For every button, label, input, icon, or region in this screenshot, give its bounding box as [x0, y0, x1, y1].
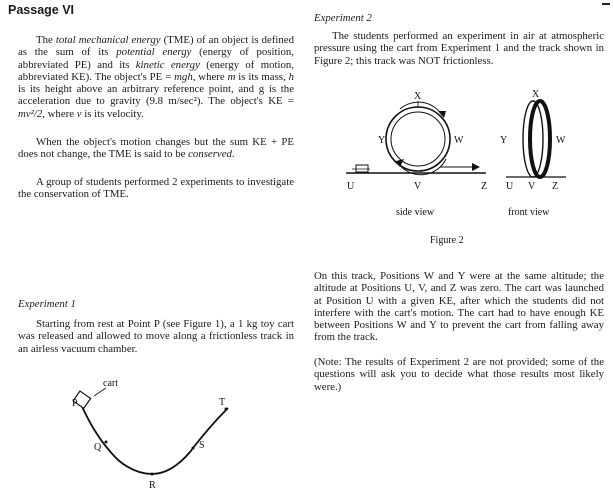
experiment2-note: (Note: The results of Experiment 2 are not provided; some of the questions will ask you to decide what those results most likely were.): [314, 356, 604, 393]
point-s-label: S: [199, 440, 205, 451]
front-label-z: Z: [552, 181, 559, 192]
side-label-u: U: [347, 181, 355, 192]
side-view-diagram: [346, 91, 487, 218]
frictionless-track: [78, 398, 228, 474]
side-view-label: side view: [396, 207, 435, 218]
experiment1-heading: Experiment 1: [18, 298, 76, 310]
front-label-y: Y: [500, 135, 508, 146]
passage-title: Passage VI: [8, 3, 75, 17]
cart-leader-line: [94, 388, 106, 396]
figure-2: [300, 85, 614, 250]
side-cart: [356, 165, 368, 172]
front-label-x: X: [532, 89, 540, 100]
point-s-dot: [192, 447, 195, 450]
point-r-dot: [151, 473, 154, 476]
side-label-y: Y: [378, 135, 386, 146]
front-label-u: U: [506, 181, 514, 192]
side-label-w: W: [454, 135, 464, 146]
loop-inner: [391, 112, 445, 166]
point-p-label: P: [72, 398, 78, 409]
point-r-label: R: [149, 480, 156, 491]
intro-paragraph-3: A group of students performed 2 experiments to investigate the conservation of TME.: [18, 176, 294, 201]
point-q-dot: [105, 441, 108, 444]
cart-label: cart: [103, 378, 118, 389]
loop-outer: [386, 107, 450, 171]
experiment2-text: The students performed an experiment in air at atmospheric pressure using the cart from Experiment 1 and the track shown in Figure 2; this track was NOT frictionless.: [314, 30, 604, 67]
intro-paragraph-2: When the object's motion changes but the sum KE + PE does not change, the TME is said to be conserved.: [18, 136, 294, 161]
front-label-w: W: [556, 135, 566, 146]
front-view-label: front view: [508, 207, 550, 218]
front-view-diagram: [500, 89, 566, 218]
experiment2-description: On this track, Positions W and Y were at the same altitude; the altitude at Positions U, V, and Z was zero. The cart was launched at Position U with a given KE, after which the students did not interfere with the cart's motion. The cart had to have enough KE between Positions W and Y to prevent the cart from falling away from the track.: [314, 270, 604, 344]
corner-mark: [602, 3, 610, 5]
figure-2-caption: Figure 2: [430, 235, 464, 246]
point-q-label: Q: [94, 442, 102, 453]
experiment1-text: Starting from rest at Point P (see Figure 1), a 1 kg toy cart was released and allowed to move along a frictionless track in an airless vacuum chamber.: [18, 318, 294, 355]
side-label-z: Z: [481, 181, 488, 192]
experiment2-heading: Experiment 2: [314, 12, 372, 24]
figure-1-track: [0, 370, 310, 495]
side-label-v: V: [414, 181, 422, 192]
intro-paragraph-1: The total mechanical energy (TME) of an object is defined as the sum of its potential energy (energy of position, abbreviated PE) and its kinetic energy (energy of motion, abbreviated KE). The object's PE = mgh, where m is its mass, h is its height above an arbitrary reference point, and g is the acceleration due to gravity (9.8 m/sec²). The object's KE = mv²/2, where v is its velocity.: [18, 34, 294, 120]
side-label-x: X: [414, 91, 422, 102]
front-label-v: V: [528, 181, 536, 192]
point-t-label: T: [219, 397, 226, 408]
